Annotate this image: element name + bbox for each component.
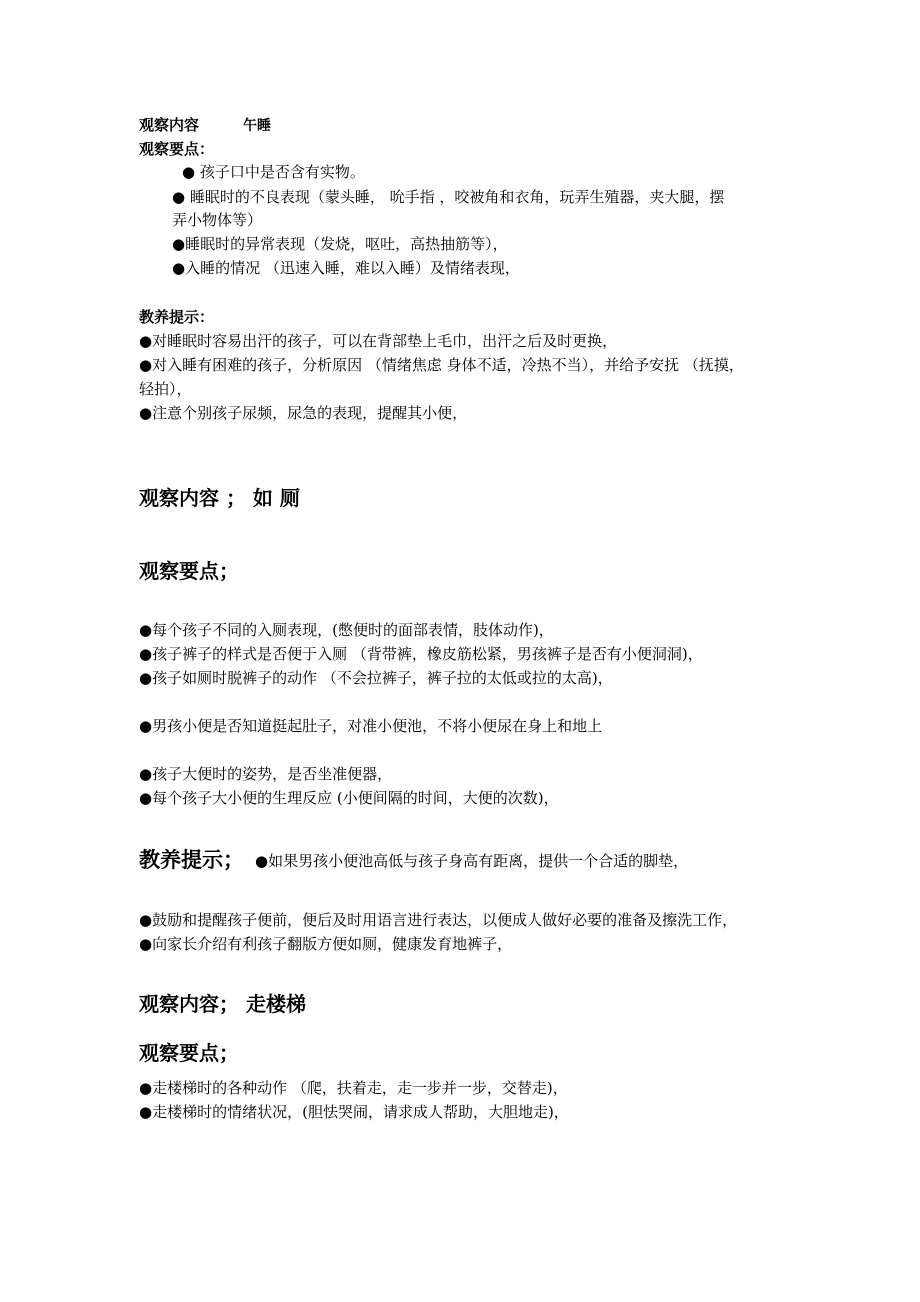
stairs-heading: 观察内容； 走楼梯: [139, 992, 306, 1016]
toilet-heading: 观察内容 ； 如 厕: [139, 486, 300, 510]
stairs-point: ●走楼梯时的情绪状况，(胆怯哭闹，请求成人帮助，大胆地走)，: [139, 1103, 569, 1121]
nap-point: ●入睡的情况 （迅速入睡，难以入睡）及情绪表现，: [172, 259, 520, 277]
stairs-points-title: 观察要点；: [139, 1041, 239, 1065]
toilet-point: ●孩子如厕时脱裤子的动作 （不会拉裤子，裤子拉的太低或拉的太高)，: [139, 669, 613, 687]
nap-tip: ●注意个别孩子尿频，尿急的表现，提醒其小便，: [139, 404, 468, 422]
nap-tip: 轻拍），: [139, 380, 192, 398]
stairs-point: ●走楼梯时的各种动作 （爬，扶着走，走一步并一步，交替走)，: [139, 1079, 568, 1097]
nap-point: ●睡眠时的异常表现（发烧，呕吐，高热抽筋等），: [172, 235, 508, 253]
toilet-tip-inline: ●如果男孩小便池高低与孩子身高有距离，提供一个合适的脚垫，: [255, 852, 689, 870]
nap-tips-title: 教养提示：: [139, 308, 215, 326]
toilet-tip: ●鼓励和提醒孩子便前，便后及时用语言进行表达，以便成人做好必要的准备及擦洗工作，: [139, 911, 738, 929]
nap-point: ● 睡眠时的不良表现（蒙头睡， 吮手指 ，咬被角和衣角，玩弄生殖器，夹大腿，摆: [172, 188, 725, 206]
nap-points-title: 观察要点：: [139, 140, 215, 158]
toilet-point: ●男孩小便是否知道挺起肚子，对准小便池，不将小便尿在身上和地上: [139, 717, 603, 735]
nap-tip: ●对睡眠时容易出汗的孩子，可以在背部垫上毛巾，出汗之后及时更换，: [139, 332, 618, 350]
toilet-point: ●每个孩子不同的入厕表现，(憋便时的面部表情，肢体动作)，: [139, 621, 554, 639]
nap-tip: ●对入睡有困难的孩子，分析原因 （情绪焦虑 身体不适，冷热不当），并给予安抚 （抚摸，: [139, 356, 744, 374]
toilet-points-title: 观察要点；: [139, 559, 239, 583]
nap-point: 弄小物体等）: [172, 211, 263, 229]
toilet-tips-title: 教养提示；: [139, 847, 244, 872]
nap-heading-label: 观察内容: [139, 116, 200, 134]
nap-heading-value: 午睡: [243, 118, 271, 134]
toilet-point: ●每个孩子大小便的生理反应 (小便间隔的时间，大便的次数)，: [139, 789, 559, 807]
toilet-tip: ●向家长介绍有利孩子翻版方便如厕，健康发育地裤子，: [139, 935, 513, 953]
toilet-point: ●孩子裤子的样式是否便于入厕 （背带裤，橡皮筋松紧，男孩裤子是否有小便洞洞)，: [139, 645, 703, 663]
toilet-point: ●孩子大便时的姿势，是否坐准便器，: [139, 765, 393, 783]
nap-point: ● 孩子口中是否含有实物。: [182, 163, 365, 181]
